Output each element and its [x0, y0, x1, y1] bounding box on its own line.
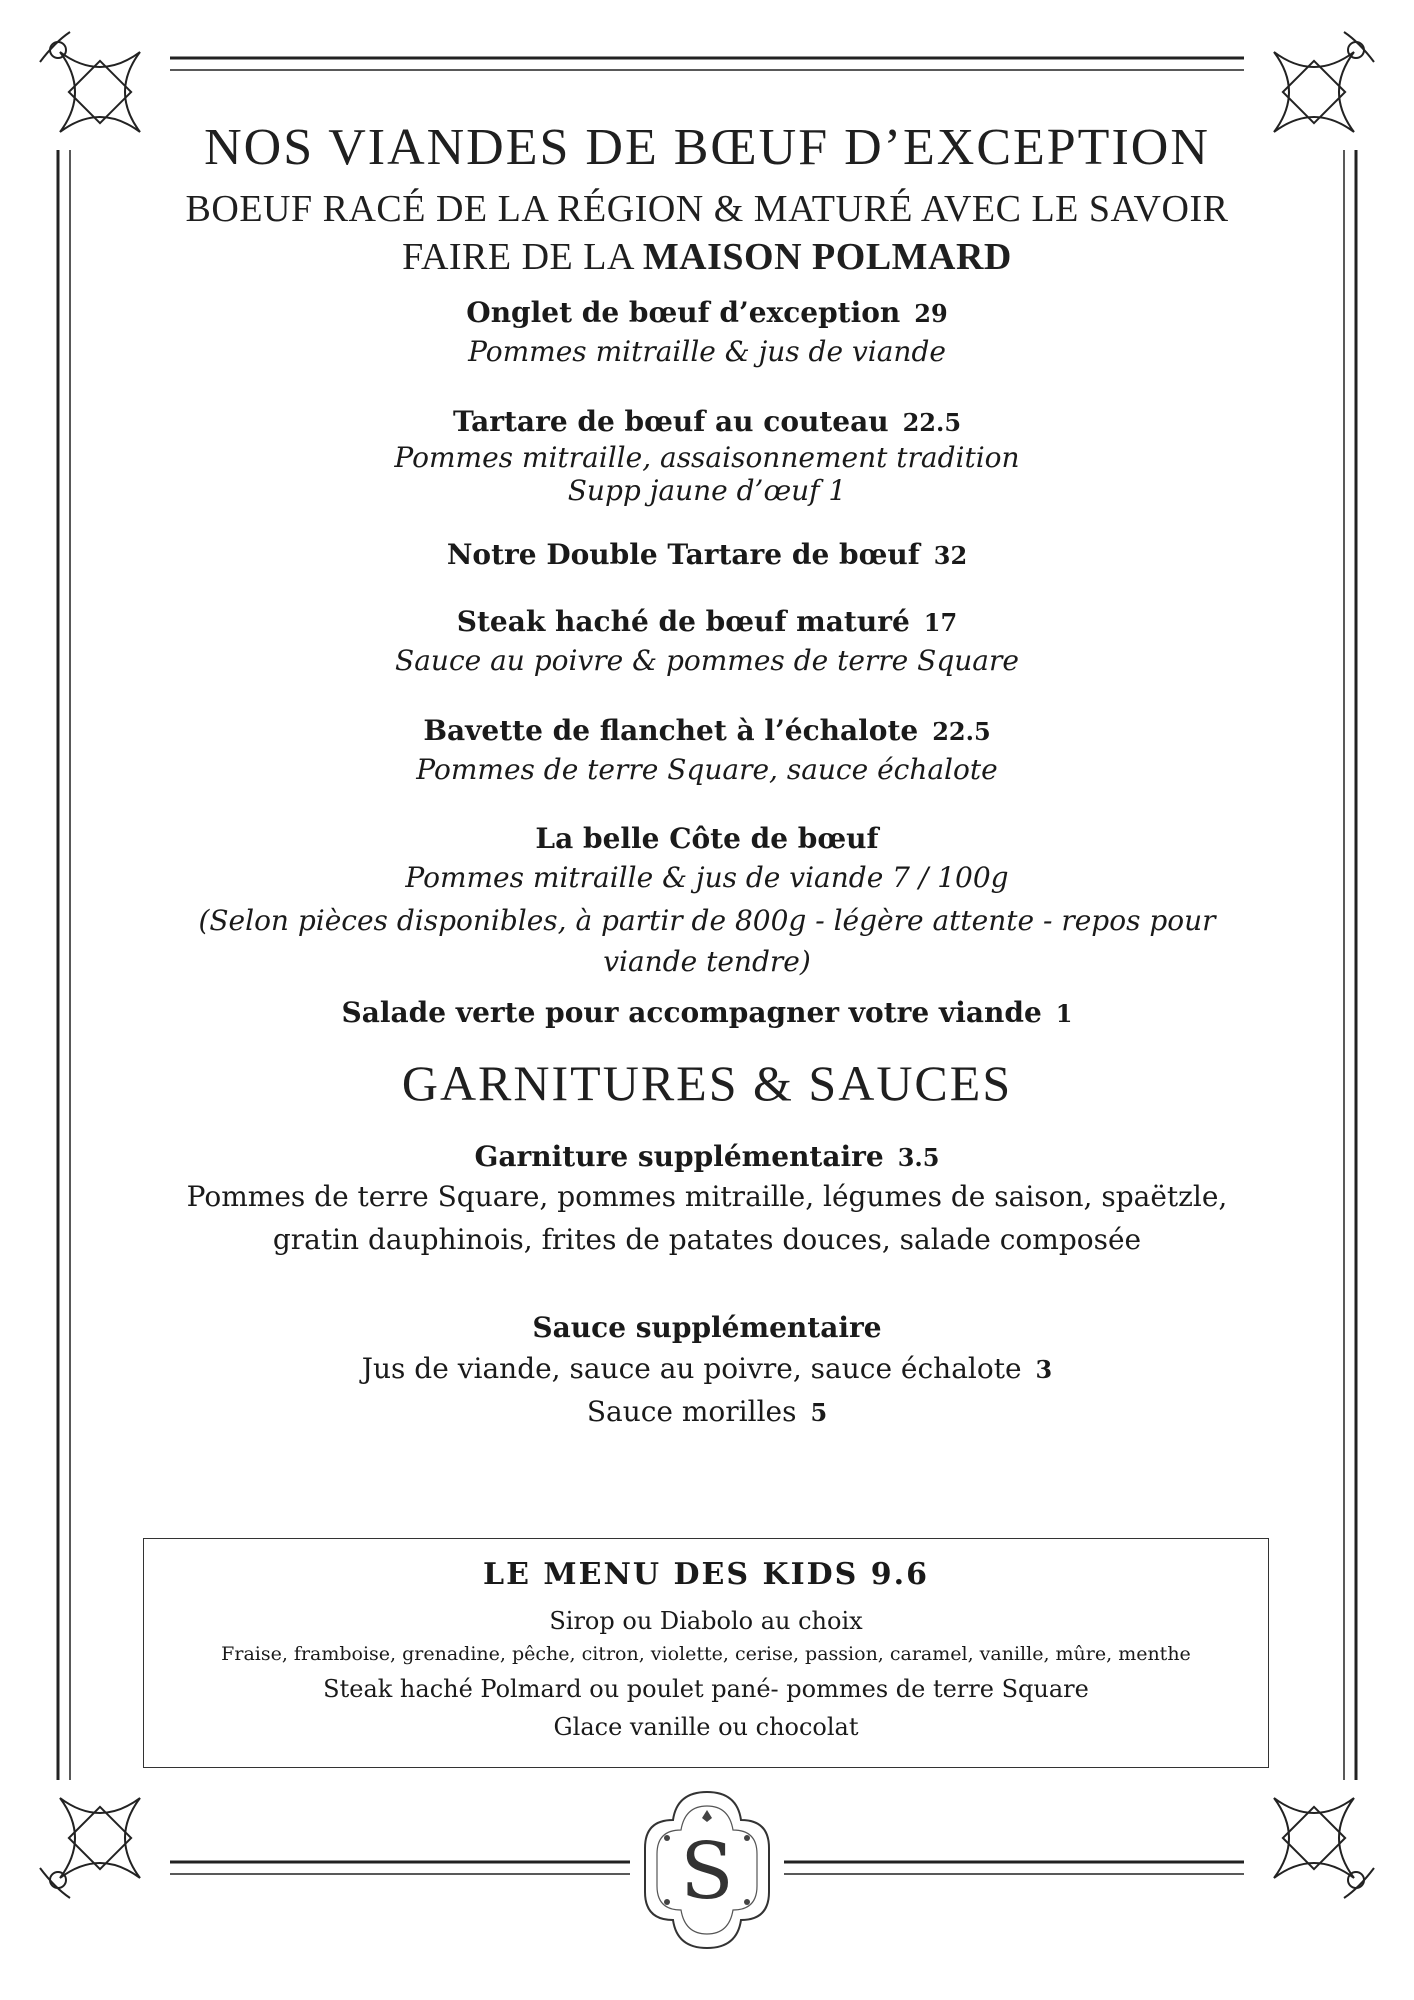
garniture-name: Garniture supplémentaire [474, 1140, 884, 1173]
item-description: Pommes mitraille, assaisonnement tradition [394, 441, 1020, 474]
subtitle-prefix: FAIRE DE LA [402, 236, 643, 278]
menu-item [150, 1311, 1264, 1344]
item-description: Pommes de terre Square, sauce échalote [416, 753, 998, 786]
page-title: NOS VIANDES DE BŒUF D’EXCEPTION [204, 119, 1210, 176]
menu-item [150, 538, 1264, 571]
menu-item [150, 714, 1264, 747]
item-description: viande tendre) [603, 945, 811, 978]
sauce-options: Jus de viande, sauce au poivre, sauce échalote [361, 1352, 1022, 1385]
sauce-name: Sauce supplémentaire [532, 1311, 882, 1344]
item-name: Notre Double Tartare de bœuf [446, 538, 920, 571]
sauce-price: 3 [1035, 1355, 1053, 1384]
item-description: (Selon pièces disponibles, à partir de 800g - légère attente - repos pour [198, 904, 1216, 937]
kids-line-3: Steak haché Polmard ou poulet pané- pommes de terre Square [323, 1675, 1089, 1703]
page-subtitle [150, 185, 1264, 281]
item-price: 29 [914, 299, 948, 328]
item-name: Steak haché de bœuf maturé [456, 605, 910, 638]
subtitle-bold: MAISON POLMARD [642, 236, 1012, 278]
menu-item [150, 996, 1264, 1029]
menu-item [150, 822, 1264, 855]
item-description: Pommes mitraille & jus de viande [468, 335, 946, 368]
kids-menu-title: LE MENU DES KIDS 9.6 [483, 1557, 929, 1592]
garniture-price: 3.5 [897, 1143, 940, 1172]
item-name: La belle Côte de bœuf [535, 822, 879, 855]
logo-letter: S [680, 1827, 734, 1917]
item-price: 22.5 [932, 717, 991, 746]
kids-line-4: Glace vanille ou chocolat [553, 1713, 859, 1741]
sauce-line-1 [150, 1352, 1264, 1385]
item-price: 17 [923, 608, 958, 637]
menu-item [150, 605, 1264, 638]
subtitle-line-2 [150, 233, 1264, 281]
sauce-morilles: Sauce morilles [586, 1395, 797, 1428]
kids-line-1: Sirop ou Diabolo au choix [549, 1607, 863, 1635]
kids-menu-box [143, 1538, 1269, 1768]
item-name: Onglet de bœuf d’exception [466, 296, 901, 329]
subtitle-line-1: BOEUF RACÉ DE LA RÉGION & MATURÉ AVEC LE SAVOIR [185, 188, 1229, 230]
item-name: Bavette de flanchet à l’échalote [423, 714, 919, 747]
menu-item [150, 1140, 1264, 1173]
garniture-options-line-2: gratin dauphinois, frites de patates douces, salade composée [272, 1223, 1142, 1256]
item-description: Sauce au poivre & pommes de terre Square [395, 644, 1019, 677]
section-title-garnitures: GARNITURES & SAUCES [401, 1055, 1013, 1111]
item-name: Tartare de bœuf au couteau [452, 405, 889, 438]
sauce-line-2 [150, 1395, 1264, 1428]
item-price: 22.5 [902, 408, 962, 437]
item-description: Pommes mitraille & jus de viande 7 / 100g [405, 861, 1009, 894]
garniture-options-line-1: Pommes de terre Square, pommes mitraille, légumes de saison, spaëtzle, [186, 1180, 1228, 1213]
sauce-morilles-price: 5 [810, 1398, 828, 1427]
item-description: Supp jaune d’œuf 1 [567, 474, 847, 507]
menu-item [150, 405, 1264, 438]
menu-item [150, 296, 1264, 329]
item-price: 1 [1055, 999, 1073, 1028]
item-price: 32 [933, 541, 968, 570]
item-name: Salade verte pour accompagner votre viande [341, 996, 1042, 1029]
kids-line-2: Fraise, framboise, grenadine, pêche, citron, violette, cerise, passion, caramel, vanille, mûre, menthe [221, 1643, 1191, 1665]
